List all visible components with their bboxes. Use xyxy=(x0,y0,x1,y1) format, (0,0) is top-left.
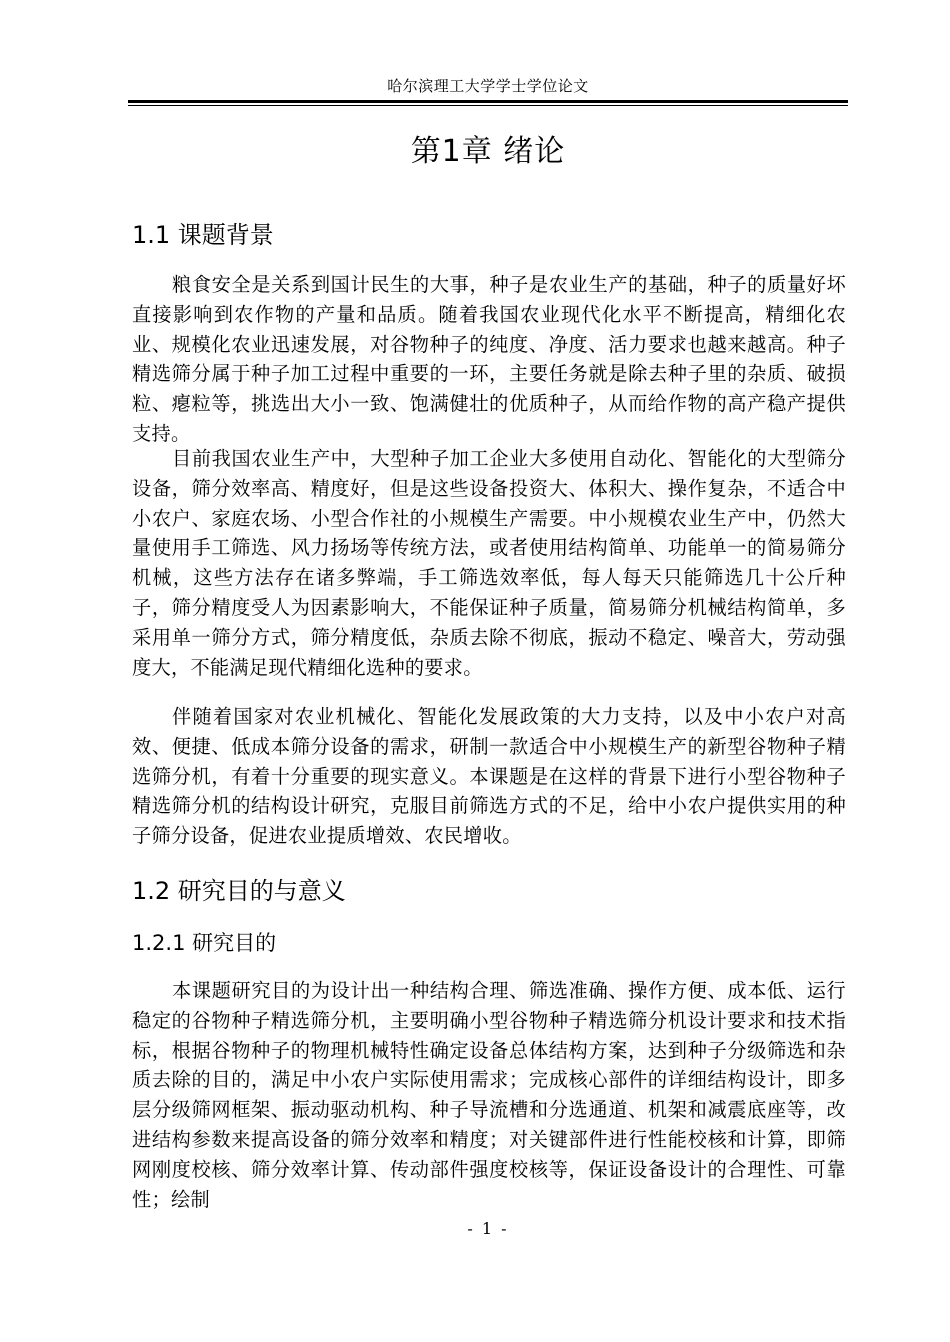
paragraph-background-3: 伴随着国家对农业机械化、智能化发展政策的大力支持，以及中小农户对高效、便捷、低成本筛分设备的需求，研制一款适合中小规模生产的新型谷物种子精选筛分机，有着十分重要的现实意义。本课题是在这样的背景下进行小型谷物种子精选筛分机的结构设计研究，克服目前筛选方式的不足，给中小农户提供实用的种子筛分设备，促进农业提质增效、农民增收。 xyxy=(132,705,846,848)
section-heading-1-1: 1.1 课题背景 xyxy=(132,221,274,249)
section-heading-1-2: 1.2 研究目的与意义 xyxy=(132,877,346,905)
page-number: - 1 - xyxy=(467,1219,509,1238)
section-heading-1-2-1: 1.2.1 研究目的 xyxy=(132,931,277,955)
paragraph-purpose-1: 本课题研究目的为设计出一种结构合理、筛选准确、操作方便、成本低、运行稳定的谷物种子精选筛分机，主要明确小型谷物种子精选筛分机设计要求和技术指标，根据谷物种子的物理机械特性确定设备总体结构方案，达到种子分级筛选和杂质去除的目的，满足中小农户实际使用需求；完成核心部件的详细结构设计，即多层分级筛网框架、振动驱动机构、种子导流槽和分选通道、机架和减震底座等，改进结构参数来提高设备的筛分效率和精度；对关键部件进行性能校核和计算，即筛网刚度校核、筛分效率计算、传动部件强度校核等，保证设备设计的合理性、可靠性；绘制 xyxy=(132,979,846,1211)
chapter-title: 第1章 绪论 xyxy=(410,134,566,169)
paragraph-background-2: 目前我国农业生产中，大型种子加工企业大多使用自动化、智能化的大型筛分设备，筛分效率高、精度好，但是这些设备投资大、体积大、操作复杂，不适合中小农户、家庭农场、小型合作社的小规模生产需要。中小规模农业生产中，仍然大量使用手工筛选、风力扬场等传统方法，或者使用结构简单、功能单一的简易筛分机械，这些方法存在诸多弊端，手工筛选效率低，每人每天只能筛选几十公斤种子，筛分精度受人为因素影响大，不能保证种子质量，简易筛分机械结构简单，多采用单一筛分方式，筛分精度低，杂质去除不彻底，振动不稳定、噪音大，劳动强度大，不能满足现代精细化选种的要求。 xyxy=(132,447,846,679)
header-rule-thin xyxy=(128,105,848,106)
paragraph-background-1: 粮食安全是关系到国计民生的大事，种子是农业生产的基础，种子的质量好坏直接影响到农作物的产量和品质。随着我国农业现代化水平不断提高，精细化农业、规模化农业迅速发展，对谷物种子的纯度、净度、活力要求也越来越高。种子精选筛分属于种子加工过程中重要的一环，主要任务就是除去种子里的杂质、破损粒、瘪粒等，挑选出大小一致、饱满健壮的优质种子，从而给作物的高产稳产提供支持。 xyxy=(132,273,846,445)
page-header: 哈尔滨理工大学学士学位论文 xyxy=(387,77,589,95)
header-rule-thick xyxy=(128,100,848,103)
